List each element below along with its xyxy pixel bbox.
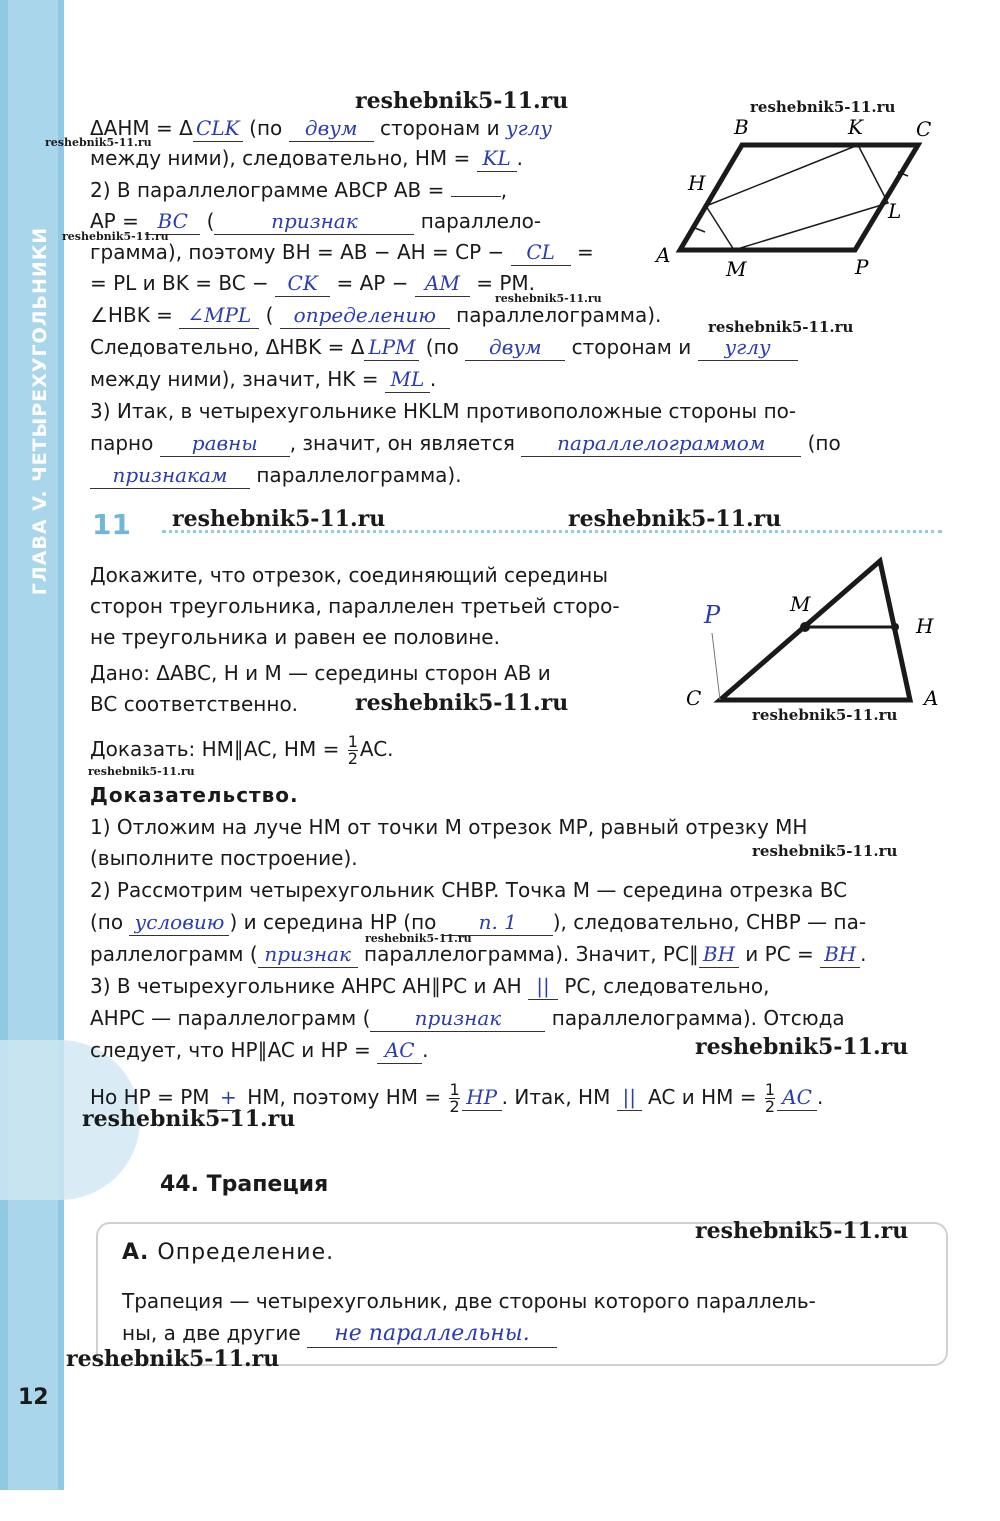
proof-step-2b: (по условию ) и середина HP (по п. 1 ), следовательно, CHBP — па-: [90, 910, 867, 934]
text-line-5: грамма), поэтому BH = AB − AH = CP − CL =: [90, 240, 594, 264]
task-statement-2: сторон треугольника, параллелен третьей сторо-: [90, 594, 620, 618]
watermark-14: reshebnik5-11.ru: [695, 1034, 909, 1060]
fig1-label-B: B: [734, 115, 749, 139]
definition-text-2: ны, а две другие не параллельны.: [122, 1320, 557, 1348]
watermark-13: reshebnik5-11.ru: [365, 932, 472, 945]
watermark-7: reshebnik5-11.ru: [172, 506, 386, 532]
text-line-11: парно равны , значит, он является параллелограммом (по: [90, 431, 841, 455]
watermark-10: reshebnik5-11.ru: [752, 706, 898, 724]
watermark-17: reshebnik5-11.ru: [66, 1346, 280, 1372]
watermark-2: reshebnik5-11.ru: [750, 98, 896, 116]
text-line-8: Следовательно, ΔHBK = Δ LPM (по двум сторонам и углу: [90, 334, 798, 361]
text-line-9: между ними), значит, HK = ML .: [90, 367, 437, 391]
watermark-16: reshebnik5-11.ru: [695, 1218, 909, 1244]
text-line-10: 3) Итак, в четырехугольнике HKLM противоположные стороны по-: [90, 399, 797, 423]
proof-title: Доказательство.: [90, 783, 299, 807]
fig2-label-P: P: [704, 601, 721, 629]
fig1-label-H: H: [688, 171, 706, 195]
watermark-1: reshebnik5-11.ru: [355, 88, 569, 114]
watermark-3: reshebnik5-11.ru: [45, 136, 152, 149]
proof-step-2a: 2) Рассмотрим четырехугольник CHBP. Точка M — середина отрезка BC: [90, 878, 848, 902]
proof-step-4: Но HP = PM + HM, поэтому HM = $\frac{1}{2}$ HP . Итак, HM || AC и HM = $\frac{1}{2}$ AC .: [90, 1080, 824, 1116]
watermark-6: reshebnik5-11.ru: [708, 318, 854, 336]
fig2-label-C: C: [686, 686, 702, 710]
proof-step-1a: 1) Отложим на луче HM от точки M отрезок MP, равный отрезку MH: [90, 815, 808, 839]
text-line-4: AP = BC ( признак параллело-: [90, 209, 542, 233]
watermark-4: reshebnik5-11.ru: [62, 230, 169, 243]
text-line-7: ∠HBK = ∠MPL ( определению параллелограмма).: [90, 303, 662, 327]
text-line-12: признакам параллелограмма).: [90, 462, 462, 489]
fig1-label-L: L: [888, 199, 902, 223]
task-statement-3: не треугольника и равен ее половине.: [90, 625, 500, 649]
definition-text-1: Трапеция — четырехугольник, две стороны которого параллель-: [122, 1289, 816, 1313]
text-line-1: ΔAHM = Δ CLK (по двум сторонам и углу: [90, 116, 553, 140]
fig1-label-C: C: [916, 117, 932, 141]
section-heading: 44. Трапеция: [160, 1172, 329, 1197]
given-line-1: Дано: ΔABC, H и M — середины сторон AB и: [90, 661, 551, 685]
proof-step-3b: AHPC — параллелограмм ( признак параллелограмма). Отсюда: [90, 1006, 845, 1030]
watermark-8: reshebnik5-11.ru: [568, 506, 782, 532]
proof-step-3a: 3) В четырехугольнике AHPC AH∥PC и AH || PC, следовательно,: [90, 974, 770, 998]
watermark-9: reshebnik5-11.ru: [355, 690, 569, 716]
watermark-11: reshebnik5-11.ru: [88, 765, 195, 778]
triangle-figure: [680, 555, 950, 725]
parallelogram-figure: [650, 110, 950, 290]
watermark-15: reshebnik5-11.ru: [82, 1106, 296, 1132]
proof-step-2c: раллелограмм ( признак параллелограмма). Значит, PC∥ BH и PC = BH .: [90, 942, 867, 966]
proof-step-3c: следует, что HP∥AC и HP = AC .: [90, 1038, 429, 1062]
watermark-5: reshebnik5-11.ru: [495, 292, 602, 305]
fig2-label-A: A: [924, 686, 939, 710]
watermark-12: reshebnik5-11.ru: [752, 842, 898, 860]
given-line-2: BC соответственно.: [90, 692, 299, 716]
fig1-label-A: A: [656, 243, 671, 267]
text-line-2: между ними), следовательно, HM = KL .: [90, 146, 523, 170]
text-line-3: 2) В параллелограмме ABCP AB = ,: [90, 178, 508, 202]
task-statement-1: Докажите, что отрезок, соединяющий середины: [90, 563, 608, 587]
definition-title: А. Определение.: [122, 1240, 335, 1265]
fig1-label-M: M: [726, 257, 747, 281]
fig1-label-P: P: [855, 255, 869, 279]
text-line-6: = PL и BK = BC − CK = AP − AM = PM.: [90, 271, 535, 295]
fig1-label-K: K: [848, 115, 863, 139]
prove-line: Доказать: HM∥AC, HM = $\frac{1}{2}$ AC.: [90, 732, 394, 768]
fraction-half: $\frac{1}{2}$: [347, 732, 358, 768]
sidebar-band: [0, 0, 64, 1490]
proof-step-1b: (выполните построение).: [90, 846, 358, 870]
fig2-label-H: H: [916, 614, 934, 638]
task-number: 11: [92, 508, 131, 541]
chapter-title: ГЛАВА V. ЧЕТЫРЕХУГОЛЬНИКИ: [29, 226, 51, 596]
page-number: 12: [18, 1385, 49, 1410]
fig2-label-M: M: [790, 592, 811, 616]
